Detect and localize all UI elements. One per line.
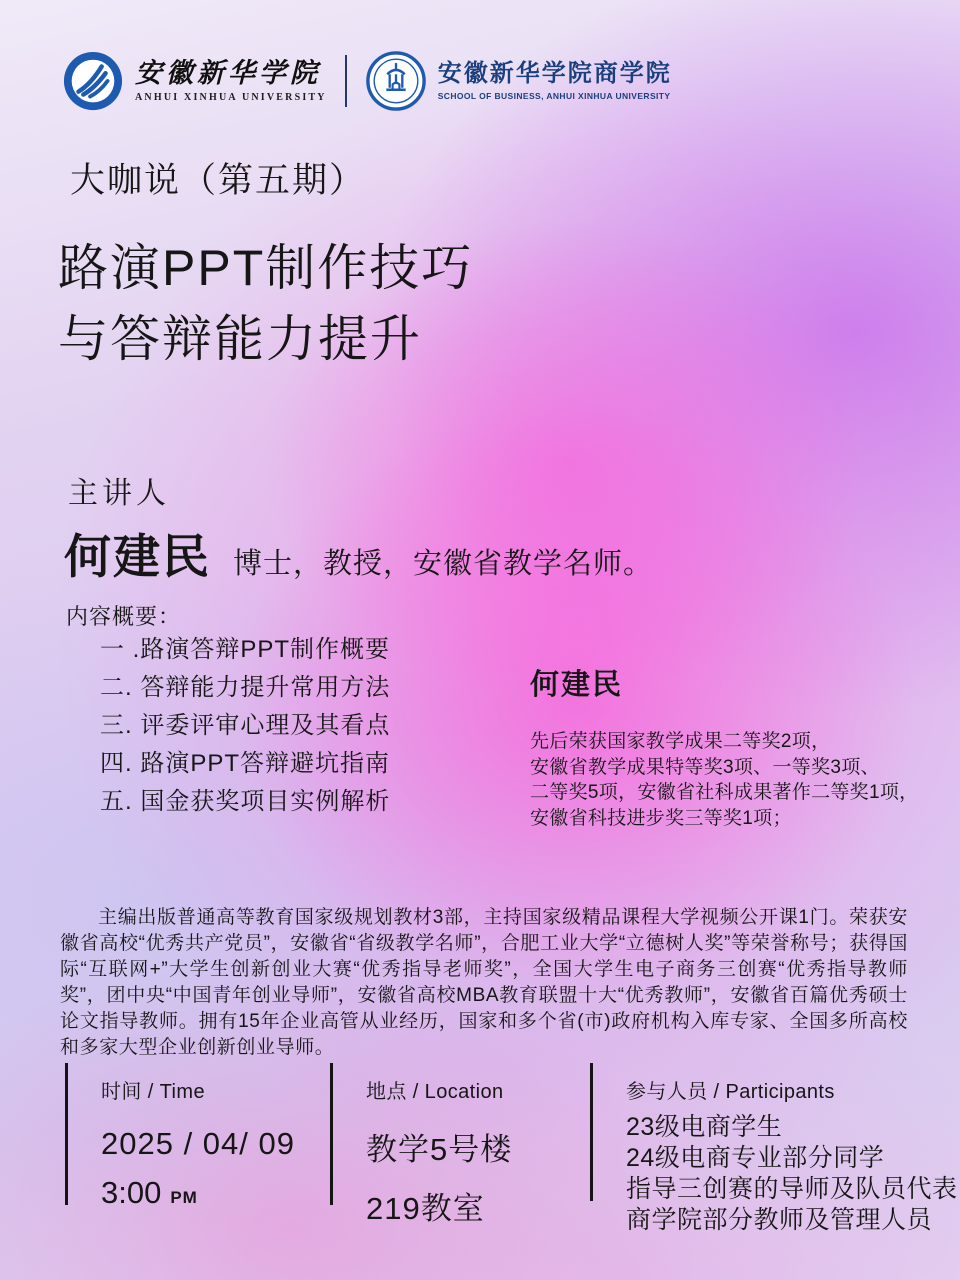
agenda-item: 二. 答辩能力提升常用方法 [100,674,391,701]
participant-item: 商学院部分教师及管理人员 [626,1206,933,1234]
series-title: 大咖说（第五期） [70,161,367,200]
speaker-bio [530,662,918,831]
agenda-item: 三. 评委评审心理及其看点 [100,712,391,739]
logo-divider [345,55,347,107]
event-time [101,1175,295,1211]
agenda-item: 一 .路演答辩PPT制作概要 [100,636,391,663]
participant-item: 23级电商学生 [626,1113,783,1141]
university-emblem-icon [62,50,124,112]
event-clock: 3:00 [101,1175,162,1210]
header [62,50,672,112]
speaker-name: 何建民 [64,532,211,584]
bio-line: 安徽省科技进步奖三等奖1项； [530,807,792,829]
main-title-line2: 与答辩能力提升 [58,311,422,367]
school-name-en: SCHOOL OF BUSINESS, ANHUI XINHUA UNIVERSITY [437,90,671,101]
location-building: 教学5号楼 [366,1132,513,1167]
agenda-heading: 内容概要： [66,604,182,629]
university-logo [62,50,327,112]
participants-label: 参与人员 / Participants [626,1081,835,1103]
time-label: 时间 / Time [101,1081,205,1103]
speaker-row [64,520,653,587]
footer-location [330,1063,513,1226]
footer-participants [590,1063,958,1234]
bio-line: 先后荣获国家教学成果二等奖2项， [530,731,831,752]
bio-line: 二等奖5项，安徽省社科成果著作二等奖1项， [530,782,919,803]
bio-name: 何建民 [530,669,624,701]
school-emblem-icon [365,50,427,112]
agenda-item: 四. 路演PPT答辩避坑指南 [100,750,391,777]
school-logo [365,50,672,112]
bio-line: 安徽省教学成果特等奖3项、一等奖3项、 [530,756,880,778]
bio-awards [530,729,918,831]
agenda-list [100,631,390,821]
footer-time [65,1063,295,1210]
participant-item: 指导三创赛的导师及队员代表 [626,1175,958,1203]
university-name-en: ANHUI XINHUA UNIVERSITY [135,91,327,103]
school-name-cn: 安徽新华学院商学院 [437,59,672,87]
event-date: 2025 / 04/ 09 [101,1126,295,1161]
main-title [58,233,473,375]
agenda-item: 五. 国金获奖项目实例解析 [100,788,391,815]
location-room: 219教室 [366,1191,485,1226]
event-ampm: PM [170,1188,198,1207]
speaker-label: 主讲人 [68,477,170,510]
university-name-cn: 安徽新华学院 [135,57,321,88]
speaker-credentials: 博士，教授，安徽省教学名师。 [233,548,654,580]
location-label: 地点 / Location [366,1081,504,1103]
main-title-line1: 路演PPT制作技巧 [58,240,474,296]
participants-list [626,1112,958,1236]
bio-paragraph: 主编出版普通高等教育国家级规划教材3部，主持国家级精品课程大学视频公开课1门。荣获安徽省高校“优秀共产党员”，安徽省“省级教学名师”，合肥工业大学“立德树人奖”等荣誉称号；获得国际“互联网+”大学生创新创业大赛“优秀指导老师奖”，全国大学生电子商务三创赛“优秀指导教师奖”，团中央“中国青年创业导师”，安徽省高校MBA教育联盟十大“优秀教师”，安徽省百篇优秀硕士论文指导教师。拥有15年企业高管从业经历，国家和多个省(市)政府机构入库专家、全国多所高校和多家大型企业创新创业导师。 [60,907,908,1058]
participant-item: 24级电商专业部分同学 [626,1144,885,1172]
